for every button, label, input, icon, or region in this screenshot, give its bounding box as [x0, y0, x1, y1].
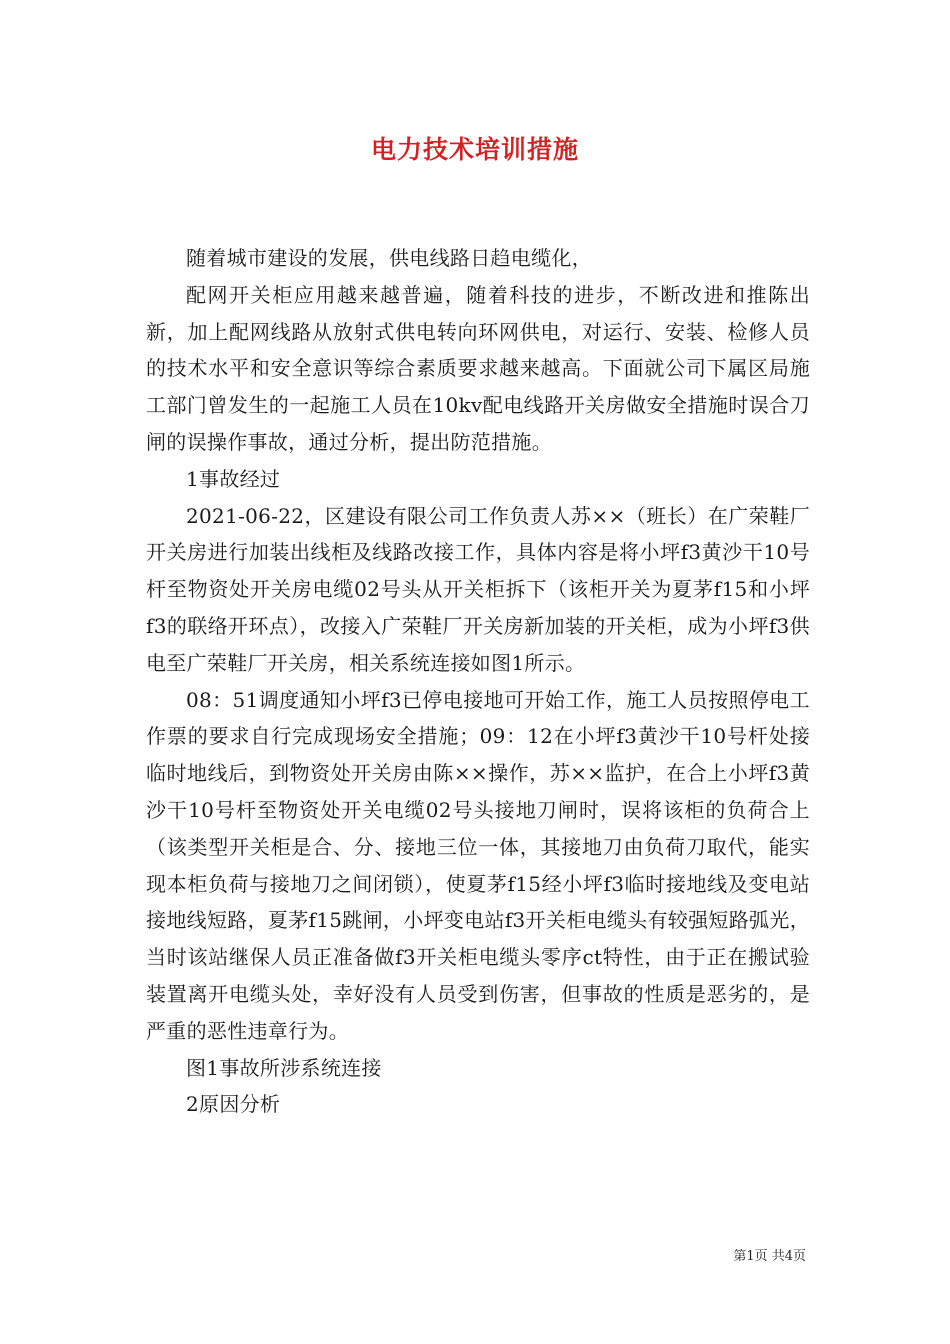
paragraph-accident-timeline: 08：51调度通知小坪f3已停电接地可开始工作，施工人员按照停电工作票的要求自行完成现场安全措施；09：12在小坪f3黄沙干10号杆处接临时地线后，到物资处开关房由陈××操作，苏××监护，在合上小坪f3黄沙干10号杆至物资处开关电缆02号头接地刀闸时，误将该柜的负荷合上（该类型开关柜是合、分、接地三位一体，其接地刀由负荷刀取代，能实现本柜负荷与接地刀之间闭锁），使夏茅f15经小坪f3临时接地线及变电站接地线短路，夏茅f15跳闸，小坪变电站f3开关柜电缆头有较强短路弧光，当时该站继保人员正准备做f3开关柜电缆头零序ct特性，由于正在搬试验装置离开电缆头处，幸好没有人员受到伤害，但事故的性质是恶劣的，是严重的恶性违章行为。 — [146, 687, 810, 1043]
document-title: 电力技术培训措施 — [370, 135, 579, 164]
document-body — [146, 240, 810, 1123]
figure-caption: 图1事故所涉系统连接 — [186, 1055, 382, 1080]
page-number: 第1页 共4页 — [733, 1249, 806, 1264]
paragraph-intro: 随着城市建设的发展，供电线路日趋电缆化， — [186, 246, 592, 270]
paragraph-background: 配网开关柜应用越来越普遍，随着科技的进步，不断改进和推陈出新，加上配网线路从放射式供电转向环网供电，对运行、安装、检修人员的技术水平和安全意识等综合素质要求越来越高。下面就公司下属区局施工部门曾发生的一起施工人员在10kv配电线路开关房做安全措施时误合刀闸的误操作事故，通过分析，提出防范措施。 — [146, 282, 810, 454]
section-heading-2: 2原因分析 — [186, 1092, 281, 1117]
section-heading-1: 1事故经过 — [186, 466, 281, 491]
paragraph-accident-overview: 2021-06-22，区建设有限公司工作负责人苏××（班长）在广荣鞋厂开关房进行加装出线柜及线路改接工作，具体内容是将小坪f3黄沙干10号杆至物资处开关房电缆02号头从开关柜拆下（该柜开关为夏茅f15和小坪f3的联络开环点），改接入广荣鞋厂开关房新加装的开关柜，成为小坪f3供电至广荣鞋厂开关房，相关系统连接如图1所示。 — [146, 503, 810, 675]
